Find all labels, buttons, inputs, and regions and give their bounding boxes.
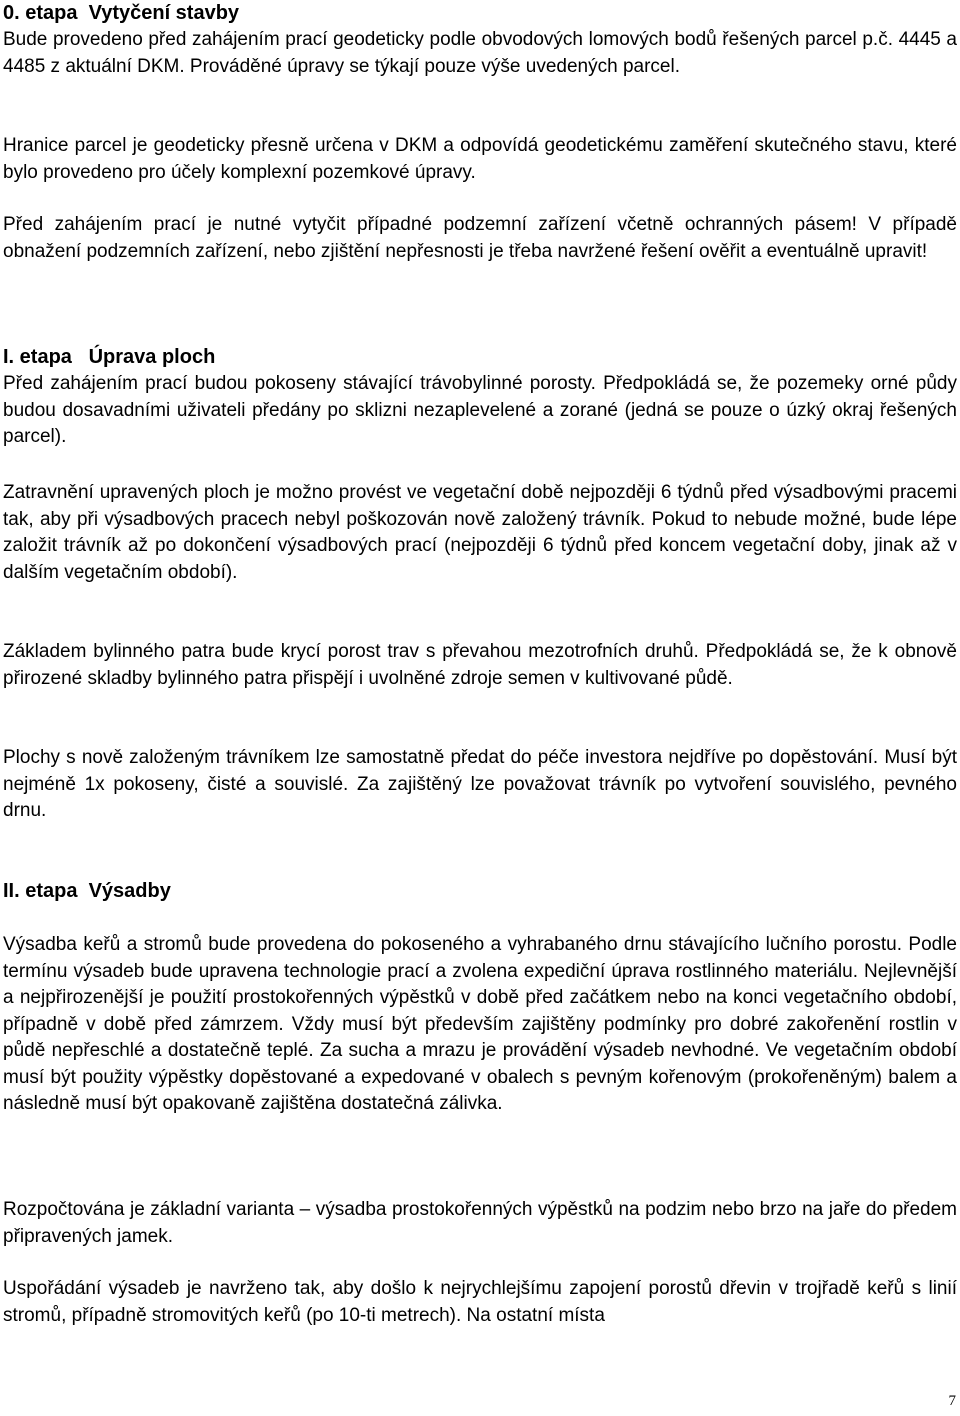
section-heading-0: 0. etapa Vytyčení stavby [3,2,240,24]
paragraph-0-1: Bude provedeno před zahájením prací geodeticky podle obvodových lomových bodů řešených parcel p.č. 4445 a 4485 z aktuální DKM. Prováděné úpravy se týkají pouze výše uvedených parcel. [3,29,957,77]
paragraph-2-1: Výsadba keřů a stromů bude provedena do pokoseného a vyhrabaného drnu stávajícího lučního porostu. Podle termínu výsadeb bude upravena technologie prací a zvolena expediční úprava rostlinného materiálu. Nejlevnější a nejpřirozenější je použití prostokořenných výpěstků v době před začátkem nebo na konci vegetačního období, případně v době před zámrzem. Vždy musí být především zajištěny podmínky pro dobré zakořenění rostlin v půdě nepřeschlé a dostatečně teplé. Za sucha a mrazu je provádění výsadeb nevhodné. Ve vegetačním období musí být použity výpěstky dopěstované a expedované v obalech s pevným kořenovým (prokořeněným) balem a následně musí být opakovaně zajištěna dostatečná zálivka. [3,934,957,1114]
page-number: 7 [948,1393,956,1409]
section-heading-1: I. etapa Úprava ploch [3,346,216,368]
paragraph-0-3: Před zahájením prací je nutné vytyčit případné podzemní zařízení včetně ochranných pásem! V případě obnažení podzemních zařízení, nebo zjištění nepřesnosti je třeba navržené řešení ověřit a eventuálně upravit! [3,214,957,262]
paragraph-0-2: Hranice parcel je geodeticky přesně určena v DKM a odpovídá geodetickému zaměření skutečného stavu, které bylo provedeno pro účely komplexní pozemkové úpravy. [3,135,957,183]
paragraph-1-2: Zatravnění upravených ploch je možno provést ve vegetační době nejpozději 6 týdnů před výsadbovými pracemi tak, aby při výsadbových pracech nebyl poškozován nově založený trávník. Pokud to nebude možné, bude lépe založit trávník až po dokončení výsadbových prací (nejpozději 6 týdnů před koncem vegetační doby, jinak až v dalším vegetačním období). [3,482,957,583]
paragraph-1-4: Plochy s nově založeným trávníkem lze samostatně předat do péče investora nejdříve po dopěstování. Musí být nejméně 1x pokoseny, čisté a souvislé. Za zajištěný lze považovat trávník po vytvoření souvislého, pevného drnu. [3,747,957,821]
section-heading-2: II. etapa Výsadby [3,880,171,902]
paragraph-2-3: Uspořádání výsadeb je navrženo tak, aby došlo k nejrychlejšímu zapojení porostů dřevin v trojřadě keřů s linií stromů, případně stromovitých keřů (po 10-ti metrech). Na ostatní místa [3,1278,957,1326]
paragraph-1-1: Před zahájením prací budou pokoseny stávající trávobylinné porosty. Předpokládá se, že pozemeky orné půdy budou dosavadními uživateli předány po sklizni nezaplevelené a zorané (jedná se pouze o úzký okraj řešených parcel). [3,373,957,447]
paragraph-1-3: Základem bylinného patra bude krycí porost trav s převahou mezotrofních druhů. Předpokládá se, že k obnově přirozené skladby bylinného patra přispějí i uvolněné zdroje semen v kultivované půdě. [3,641,957,689]
paragraph-2-2: Rozpočtována je základní varianta – výsadba prostokořenných výpěstků na podzim nebo brzo na jaře do předem připravených jamek. [3,1199,957,1247]
